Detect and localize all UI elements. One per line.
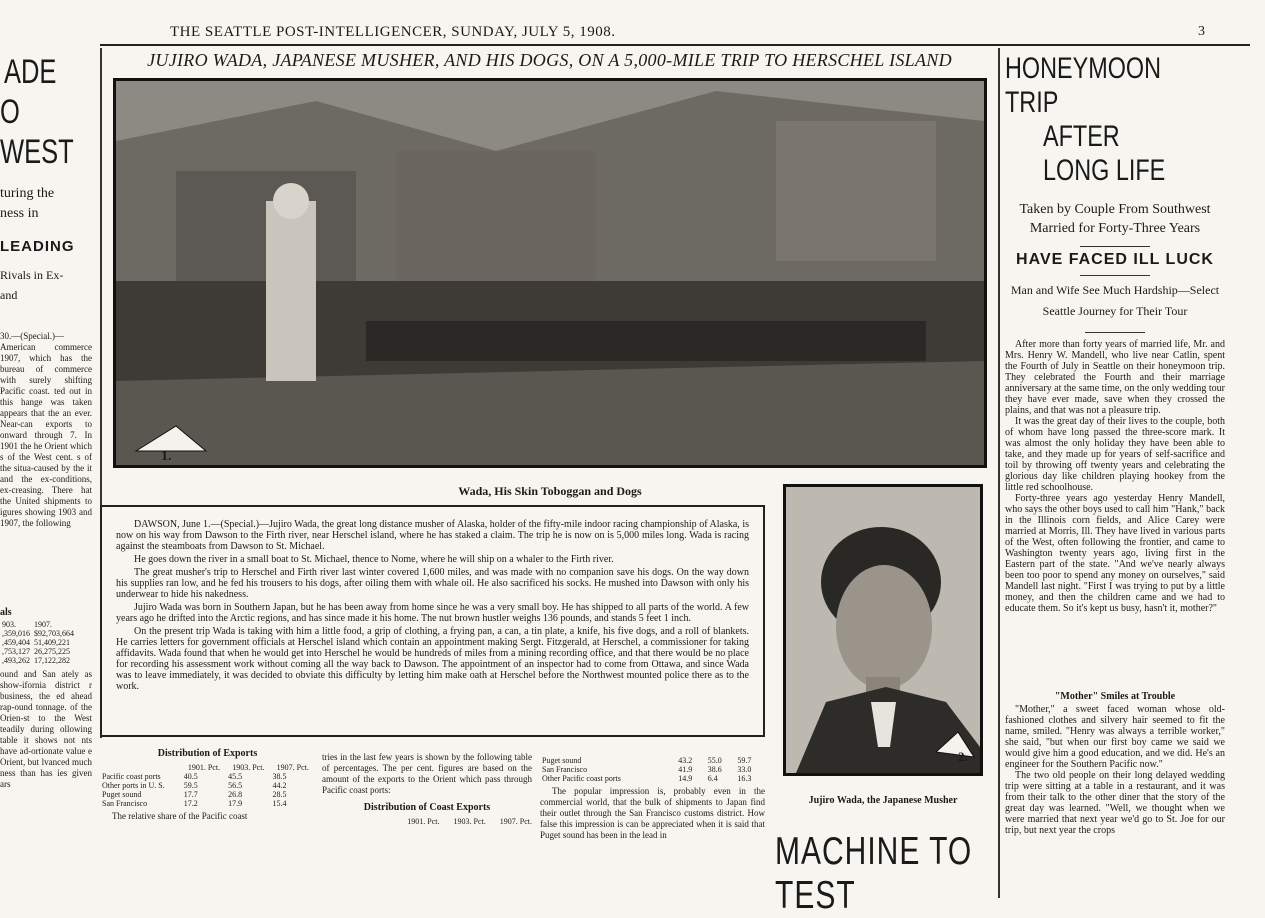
table-row: [100, 799, 315, 808]
table-cell: 1907.: [34, 620, 52, 629]
deck-rule: [1080, 246, 1150, 247]
table-header: 1907. Pct.: [276, 763, 309, 772]
photo-toboggan-illustration: [116, 81, 984, 465]
exports-title: Distribution of Exports: [157, 748, 258, 759]
long-life-headline: AFTER LONG LIFE: [1043, 120, 1166, 187]
table-cell: Other Pacific coast ports: [542, 774, 621, 783]
coast-exports-intro: [322, 752, 532, 826]
table-cell: 59.5: [183, 781, 198, 790]
table-row: [0, 638, 76, 647]
story-paragraph: He goes down the river in a small boat to St. Michael, thence to Nome, where he will ship on a whaler to the Firth river.: [134, 554, 614, 565]
table-header: 1903. Pct.: [453, 817, 486, 826]
deck-rule: [1085, 332, 1145, 333]
table-cell: ,359,016: [2, 629, 30, 638]
machine-headline-partial: MACHINE TO TEST: [775, 830, 973, 918]
table-row: [0, 656, 76, 665]
table-row: [0, 629, 76, 638]
portrait-illustration: [786, 487, 980, 773]
table-cell: 41.9: [678, 765, 693, 774]
table-row: [100, 781, 315, 790]
table-row: [100, 763, 315, 772]
table-cell: 45.5: [228, 772, 243, 781]
honeymoon-story: [1005, 339, 1225, 689]
story-paragraph: After more than forty years of married life, Mr. and Mrs. Henry W. Mandell, who live near Catlin, spent the Fourth of July in Seattle on their honeymoon trip. They celebrated the Fourth and their marriage anniversary at the same time, on the only wedding tour they have ever made, save when they crossed the plains, and that was not a pleasure trip.: [1005, 339, 1225, 416]
table-cell: 17,122,282: [34, 656, 70, 665]
table-cell: 17.7: [183, 790, 198, 799]
photo-toboggan-dogs: [113, 78, 987, 468]
table-cell: 6.4: [707, 774, 718, 783]
table-cell: ,753,127: [2, 647, 30, 656]
left-column-partial: [0, 52, 92, 892]
table-cell: San Francisco: [102, 799, 148, 808]
table-header: 1901. Pct.: [407, 817, 440, 826]
table-cell: $92,703,664: [34, 629, 74, 638]
column-divider-right: [998, 48, 1000, 898]
deck-rule: [1080, 275, 1150, 276]
table-cell: 26,275,225: [34, 647, 70, 656]
left-story: 30.—(Special.)—American commerce 1907, which has the bureau of commerce with surely shifting Pacific coast. ted out in this hange was taken appears that the an ever. Near-can exports to onward through 7. In 1901 the he Orient which s of the West cent. s of the situa-caused by the it and the ex-conditions, ex-creasing. There hat the United shipments to igures showing 1903 and 1907, the following: [0, 331, 92, 528]
left-deck: and: [0, 288, 18, 302]
left-headline-2: O WEST: [0, 93, 74, 171]
table-cell: 51,409,221: [34, 638, 70, 647]
table-cell: 38.5: [272, 772, 287, 781]
exports-section: [100, 748, 315, 822]
table-row: [100, 772, 315, 781]
trouble-subhead: "Mother" Smiles at Trouble: [1054, 691, 1176, 702]
table-row: [540, 765, 765, 774]
exports-table: [100, 763, 315, 808]
table-header: 1901. Pct.: [187, 763, 221, 772]
table-header: 1907. Pct.: [499, 817, 532, 826]
left-deck: ness in: [0, 206, 39, 221]
left-deck: Rivals in Ex-: [0, 268, 64, 282]
ill-luck-headline: HAVE FACED ILL LUCK: [1016, 251, 1214, 268]
table-cell: San Francisco: [542, 765, 588, 774]
masthead-rule: [100, 44, 1250, 46]
photo2-label: 2.: [958, 749, 968, 764]
table-cell: 17.9: [228, 799, 243, 808]
table-cell: ,459,404: [2, 638, 30, 647]
table-cell: Other ports in U. S.: [102, 781, 165, 790]
photo1-caption: Wada, His Skin Toboggan and Dogs: [458, 484, 642, 498]
coast-table-headers: [322, 817, 532, 826]
exports-note: The relative share of the Pacific coast: [112, 811, 248, 821]
table-header: 1903. Pct.: [232, 763, 265, 772]
table-row: [540, 756, 765, 765]
honeymoon-headline: HONEYMOON TRIP: [1005, 52, 1162, 119]
photo-portrait-wada: [783, 484, 983, 776]
masthead-title: THE SEATTLE POST-INTELLIGENCER, SUNDAY, JULY 5, 1908.: [170, 24, 616, 40]
coast-table-title: Distribution of Coast Exports: [363, 802, 491, 813]
table-row: [0, 620, 76, 629]
table-cell: 17.2: [183, 799, 198, 808]
story-paragraph: Jujiro Wada was born in Southern Japan, but he has been away from home since he was a very small boy. He has shipped to all parts of the world. A few years ago he drifted into the Arctic regions, and has since made it his home. The nut brown hustler weighs 136 pounds, and stands 5 feet 1 inch.: [116, 602, 749, 624]
table-cell: 43.2: [678, 756, 693, 765]
hardship-deck: Man and Wife See Much Hardship—Select Seattle Journey for Their Tour: [1010, 283, 1220, 318]
right-column: [1005, 52, 1225, 854]
coast-text: The popular impression is, probably even in the commercial world, that the bulk of shipments to Japan find their outlet through the San Francisco customs district. How false this impression is can be appreciated when it is said that Puget sound has been in the lead in: [540, 786, 765, 840]
table-cell: 903.: [2, 620, 16, 629]
table-header: [100, 763, 182, 772]
story-paragraph: "Mother," a sweet faced woman whose old-fashioned clothes and silvery hair seemed to fit the name, smiled. "Henry was always a terrible worker," she said, "but when our first boy came we said we would give him a good education, and we did. He's an engineer for the Southern Pacific now.": [1005, 704, 1225, 770]
left-table-title: als: [0, 607, 12, 618]
photo1-label: 1.: [161, 449, 172, 464]
story-paragraph: Forty-three years ago yesterday Henry Mandell, who says the other boys used to call him "Hank," back in the Illinois corn fields, and Alice Carey were married at Morris, Ill. They have lived in various parts of the West, often following the frontier, and came to Washington twenty years ago, living first in the Eastern part of the state. "And we've nearly always been too poor to spend any money on ourselves," said Mandell last night. "First I was trying to put by a little money, and then the children came and we had to educate them. So it's kept us busy, hasn't it, mother?": [1005, 493, 1225, 614]
story-paragraph: On the present trip Wada is taking with him a little food, a grip of clothing, a frying pan, a can, a tin plate, a knife, his five dogs, and a roll of blankets. He carries letters for government officials at Herschel island which contain an appointment making Sergt. Fitzgerald, at Herschel, a commissioner for taking affidavits. Wada found that when he would get into Herschel he would be hundreds of miles from a mining recording office, and that there would be no place for recording his assessment work without coming all the way back to Dawson. The appointment of an inspector had to come from Ottawa, and since Wada was to leave immediately, it was decided to obviate this difficulty by letting him make oath at Herschel before the Northwest mounted police there as to the work.: [116, 626, 749, 692]
coast-intro-text: tries in the last few years is shown by the following table of percentages. The per cent. figures are based on the amount of the exports to the Orient which pass through Pacific coast ports:: [322, 752, 532, 795]
left-story-continued: ound and San ately as show-ifornia district r business, the ed ahead rap-ound tonnage. of the Orien-st to the West teadily during ollowing table it shows not nts have ad-ortionate value e Orient, but lvanced much ness than has ies given ars: [0, 669, 92, 789]
table-cell: Puget sound: [102, 790, 142, 799]
banner-headline: JUJIRO WADA, JAPANESE MUSHER, AND HIS DOGS, ON A 5,000-MILE TRIP TO HERSCHEL ISLAND: [147, 50, 952, 70]
table-cell: 33.0: [737, 765, 752, 774]
table-cell: 40.5: [183, 772, 198, 781]
table-cell: 59.7: [737, 756, 752, 765]
honeymoon-deck: Taken by Couple From Southwest Married for Forty-Three Years: [1019, 202, 1211, 236]
story-paragraph: DAWSON, June 1.—(Special.)—Jujiro Wada, the great long distance musher of Alaska, holder of the fifty-mile indoor racing championship of Alaska, is now on his way from Dawson to the Firth river, near Herschel island, where he has staked a claim. The trip he is now on is 5,000 miles long. Wada is racing against the steamboats from Dawson to St. Michael.: [116, 519, 749, 552]
story-paragraph: It was the great day of their lives to the couple, both of whom have long passed the three-score mark. It was almost the only holiday they have been able to take, and they made up for years of self-sacrifice and toil by throwing off twenty years and celebrating the glorious day like children playing hookey from the little red schoolhouse.: [1005, 416, 1225, 493]
left-table: [0, 620, 76, 665]
coast-exports-section: [540, 756, 765, 841]
table-row: [540, 774, 765, 783]
table-row: [100, 790, 315, 799]
left-subhead: LEADING: [0, 238, 75, 255]
table-cell: 16.3: [737, 774, 752, 783]
page-number: 3: [1198, 24, 1205, 39]
table-cell: 55.0: [707, 756, 722, 765]
table-cell: 56.5: [228, 781, 243, 790]
table-cell: 15.4: [272, 799, 287, 808]
honeymoon-story-continued: [1005, 704, 1225, 854]
story-paragraph: The two old people on their long delayed wedding trip were sitting at a table in a restaurant, and it was from their talk to the other diner that the story of the great day was learned. "Well, we thought when we were married that next year we'd go to St. Joe for our trip, but next year the crops: [1005, 770, 1225, 836]
story-box: [100, 505, 765, 737]
table-cell: 26.8: [228, 790, 243, 799]
story-paragraph: The great musher's trip to Herschel and Firth river last winter covered 1,600 miles, and was made with no companion save his dogs. On the way down his supplies ran low, and he fed his trousers to his dogs, after oiling them with whale oil. He also sacrificed his socks. He mushed into Dawson with only his underwear to hide his nakedness.: [116, 567, 749, 600]
table-cell: 28.5: [272, 790, 287, 799]
table-cell: 44.2: [272, 781, 287, 790]
left-headline-1: ADE: [4, 53, 57, 91]
table-cell: Pacific coast ports: [102, 772, 161, 781]
table-row: [0, 647, 76, 656]
table-cell: ,493,262: [2, 656, 30, 665]
table-cell: 38.6: [707, 765, 722, 774]
coast-exports-table: [540, 756, 765, 783]
left-deck: turing the: [0, 186, 55, 201]
photo2-caption: Jujiro Wada, the Japanese Musher: [808, 795, 958, 806]
table-cell: 14.9: [678, 774, 693, 783]
table-cell: Puget sound: [542, 756, 582, 765]
